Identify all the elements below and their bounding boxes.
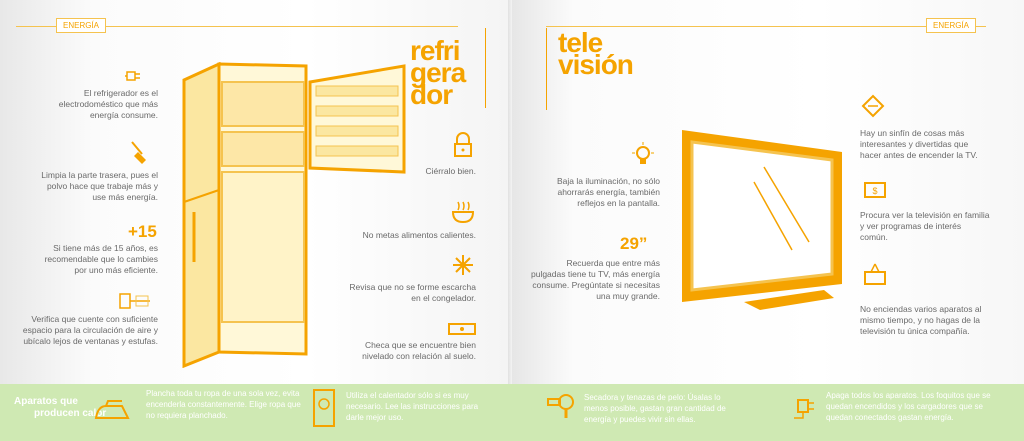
refrigerator-illustration	[174, 62, 314, 368]
right-item-3-text: Revisa que no se forme escarcha en el congelador.	[349, 282, 476, 303]
left-item-2-text: Limpia la parte trasera, pues el polvo hace que trabaje más y use más energía.	[41, 170, 158, 202]
twenty-nine-inches: 29”	[620, 234, 648, 253]
bottom-item-1-text: Plancha toda tu ropa de una sola vez, evita encenderla constantemente. Elige ropa que no requiera planchado.	[146, 389, 301, 420]
svg-text:$: $	[872, 186, 878, 196]
tv-item-1-text: Baja la iluminación, no sólo ahorrarás energía, también reflejos en la pantalla.	[556, 176, 660, 208]
tv-item-2-text: Recuerda que entre más pulgadas tiene tu TV, más energía consume. Pregúntate si necesitas una muy grande.	[530, 258, 660, 301]
level-icon	[448, 322, 476, 336]
broom-icon	[128, 140, 154, 164]
tv-right-item-1-text: Hay un sinfín de cosas más interesantes y divertidas que hacer antes de encender la TV.	[860, 128, 978, 160]
left-energy-tag: ENERGÍA	[56, 18, 106, 33]
television-title	[558, 27, 633, 80]
iron-icon	[92, 398, 134, 422]
television-illustration	[674, 122, 854, 310]
tv-title-line-1: tele	[558, 27, 603, 58]
refrigerator-title	[410, 35, 466, 110]
left-item-4-text: Verifica que cuente con suficiente espacio para la circulación de aire y ubícalo lejos de ventanas y estufas.	[22, 314, 158, 346]
lock-icon	[452, 132, 474, 158]
tv-right-item-3-text: No enciendas varios aparatos al mismo tiempo, y no hagas de la televisión tu única compañía.	[860, 304, 982, 336]
refrigerator-door	[308, 64, 406, 174]
bottom-item-2-text: Utiliza el calentador sólo si es muy necesario. Lee las instrucciones para darle mejor uso.	[346, 391, 479, 422]
right-item-1-text: Ciérralo bien.	[425, 166, 476, 176]
tv-title-line-2: visión	[558, 49, 633, 80]
heater-icon	[312, 388, 336, 428]
right-energy-tag: ENERGÍA	[926, 18, 976, 33]
bottom-item-4-text: Apaga todos los aparatos. Los foquitos que se quedan encendidos y los cargadores que se quedan conectados gastan energía.	[826, 391, 991, 422]
space-icon	[118, 292, 152, 310]
plug-icon	[125, 68, 147, 84]
light-bulb-icon	[630, 142, 656, 168]
title-bracket	[485, 28, 486, 108]
right-page	[512, 0, 1024, 441]
left-item-1-text: El refrigerador es el electrodoméstico que más energía consume.	[58, 88, 158, 120]
hair-dryer-icon	[546, 392, 576, 420]
hot-pot-icon	[450, 200, 476, 224]
family-tv-icon	[864, 182, 886, 200]
heading-line-2: producen calor	[34, 408, 107, 419]
antenna-tv-icon	[864, 262, 886, 286]
right-top-rule	[546, 26, 986, 27]
left-item-3-text: Si tiene más de 15 años, es recomendable que lo cambies por uno más eficiente.	[44, 243, 158, 275]
title-line-1: refri	[410, 35, 460, 66]
bottom-item-3-text: Secadora y tenazas de pelo: Úsalas lo menos posible, gastan gran cantidad de energía y puedes vivir sin ellas.	[584, 393, 726, 424]
book-icon	[860, 94, 886, 118]
charger-plug-icon	[792, 394, 818, 420]
snowflake-icon	[452, 254, 474, 276]
heading-line-1: Aparatos que	[14, 396, 78, 407]
right-item-2-text: No metas alimentos calientes.	[362, 230, 476, 240]
tv-right-item-2-text: Procura ver la televisión en familia y ver programas de interés común.	[860, 210, 990, 242]
fifteen-years: +15	[128, 222, 157, 241]
title-line-2: gera	[410, 57, 466, 88]
right-item-4-text: Checa que se encuentre bien nivelado con relación al suelo.	[362, 340, 476, 361]
title-line-3: dor	[410, 79, 453, 110]
tv-title-bracket	[546, 28, 547, 110]
